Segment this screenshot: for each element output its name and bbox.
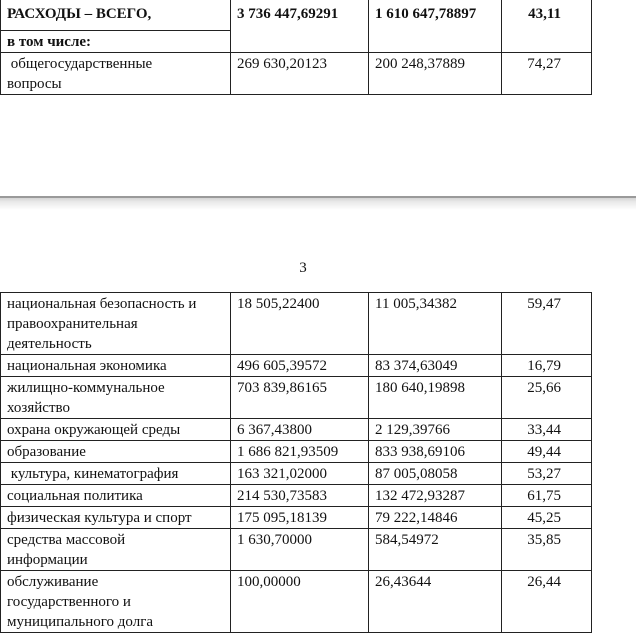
cell-value-col3: 200 248,37889 [369, 53, 502, 95]
cell-value-col4: 61,75 [502, 485, 592, 507]
cell-value-col4: 33,44 [502, 419, 592, 441]
cell-value-col2: 100,00000 [231, 571, 369, 633]
cell-value-col3: 79 222,14846 [369, 507, 502, 529]
cell-value-col2: 1 686 821,93509 [231, 441, 369, 463]
cell-value-col2: 3 736 447,69291 [231, 0, 369, 53]
table-row-total [1, 0, 592, 31]
cell-value-col4: 43,11 [502, 0, 592, 53]
cell-value-col2: 175 095,18139 [231, 507, 369, 529]
cell-value-col4: 16,79 [502, 355, 592, 377]
page-break-line [0, 196, 636, 198]
table-row [1, 441, 592, 463]
table-row [1, 355, 592, 377]
cell-value-col4: 53,27 [502, 463, 592, 485]
cell-value-col4: 74,27 [502, 53, 592, 95]
table-row [1, 507, 592, 529]
row-name: культура, кинематография [1, 463, 231, 485]
row-name: образование [1, 441, 231, 463]
page-break [0, 196, 636, 210]
table-row [1, 53, 592, 95]
row-name: РАСХОДЫ – ВСЕГО, [1, 0, 231, 31]
cell-value-col2: 163 321,02000 [231, 463, 369, 485]
row-name: обслуживание государственного и муниципального долга [1, 571, 231, 633]
row-name: средства массовой информации [1, 529, 231, 571]
table-row [1, 485, 592, 507]
table-row [1, 463, 592, 485]
table-row [1, 377, 592, 419]
cell-value-col3: 2 129,39766 [369, 419, 502, 441]
cell-value-col3: 11 005,34382 [369, 293, 502, 355]
cell-value-col3: 132 472,93287 [369, 485, 502, 507]
cell-value-col2: 703 839,86165 [231, 377, 369, 419]
row-name: физическая культура и спорт [1, 507, 231, 529]
cell-value-col4: 59,47 [502, 293, 592, 355]
row-name: национальная безопасность и правоохранительная деятельность [1, 293, 231, 355]
cell-value-col4: 25,66 [502, 377, 592, 419]
row-name: в том числе: [1, 31, 231, 53]
row-name: социальная политика [1, 485, 231, 507]
row-name: охрана окружающей среды [1, 419, 231, 441]
expenses-table-bottom [0, 292, 592, 633]
cell-value-col2: 269 630,20123 [231, 53, 369, 95]
cell-value-col2: 214 530,73583 [231, 485, 369, 507]
cell-value-col3: 833 938,69106 [369, 441, 502, 463]
cell-value-col3: 1 610 647,78897 [369, 0, 502, 53]
cell-value-col3: 87 005,08058 [369, 463, 502, 485]
row-name: общегосударственные вопросы [1, 53, 231, 95]
row-name: жилищно-коммунальное хозяйство [1, 377, 231, 419]
table-row [1, 529, 592, 571]
cell-value-col3: 26,43644 [369, 571, 502, 633]
cell-value-col3: 584,54972 [369, 529, 502, 571]
expenses-table-top [0, 0, 592, 95]
cell-value-col2: 6 367,43800 [231, 419, 369, 441]
cell-value-col3: 83 374,63049 [369, 355, 502, 377]
cell-value-col4: 26,44 [502, 571, 592, 633]
cell-value-col4: 49,44 [502, 441, 592, 463]
table-row [1, 419, 592, 441]
page-number: 3 [299, 260, 307, 276]
row-name: национальная экономика [1, 355, 231, 377]
table-row [1, 571, 592, 633]
cell-value-col4: 35,85 [502, 529, 592, 571]
cell-value-col4: 45,25 [502, 507, 592, 529]
cell-value-col2: 496 605,39572 [231, 355, 369, 377]
table-body [1, 293, 592, 633]
cell-value-col2: 18 505,22400 [231, 293, 369, 355]
cell-value-col3: 180 640,19898 [369, 377, 502, 419]
table-row [1, 293, 592, 355]
cell-value-col2: 1 630,70000 [231, 529, 369, 571]
